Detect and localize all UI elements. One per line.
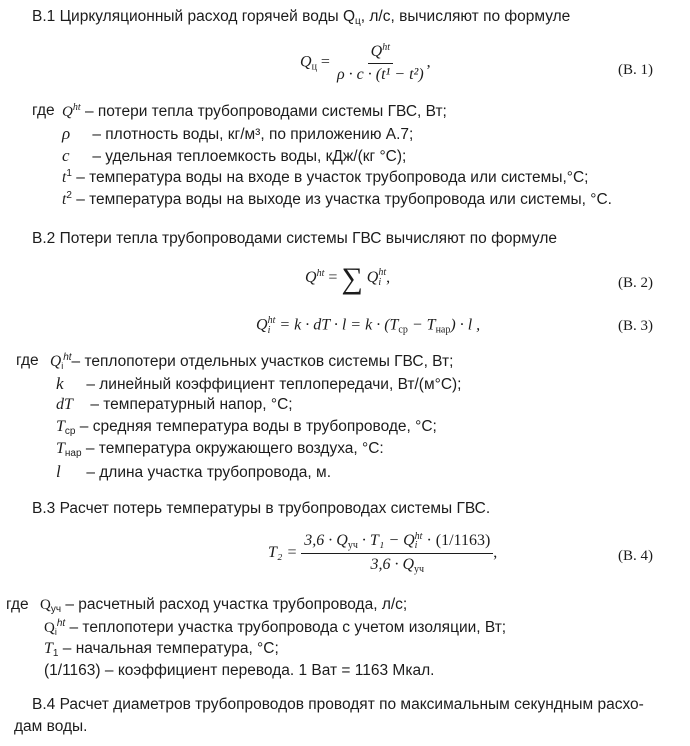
heading-text-end: , л/с, вычисляют по формуле bbox=[360, 8, 571, 25]
equation-number-b1: (В. 1) bbox=[618, 62, 653, 78]
formula-lhs-sup: ht bbox=[316, 268, 325, 279]
def-text: – теплопотери отдельных участков системы ГВС, Вт; bbox=[71, 353, 454, 370]
formula-b1 bbox=[300, 42, 431, 84]
def-symbol-sub: 1 bbox=[52, 648, 59, 659]
section-b3-heading: В.3 Расчет потерь температуры в трубопроводах системы ГВС. bbox=[32, 500, 491, 517]
where-label-b3: где bbox=[6, 596, 29, 613]
def-symbol: Q bbox=[40, 597, 51, 613]
formula-body-mid: − T bbox=[407, 316, 436, 334]
def-symbol: T bbox=[44, 640, 53, 657]
def-symbol-sup: ht bbox=[63, 352, 72, 363]
formula-denominator: 3,6 · Q bbox=[370, 556, 415, 573]
def-text: – длина участка трубопровода, м. bbox=[86, 464, 331, 481]
formula-b4 bbox=[268, 532, 497, 575]
sum-symbol: ∑ bbox=[341, 262, 363, 295]
def-symbol: l bbox=[56, 462, 61, 481]
def-text: – потери тепла трубопроводами системы ГВС, Вт; bbox=[84, 103, 447, 120]
formula-fraction bbox=[301, 532, 493, 575]
section-b4-line2: дам воды. bbox=[14, 718, 88, 735]
def-symbol-sub: i bbox=[61, 361, 64, 371]
def-symbol-sup: 2 bbox=[66, 190, 72, 201]
def-text: – температурный напор, °С; bbox=[90, 396, 293, 413]
formula-lhs-sub: ц bbox=[311, 61, 317, 73]
def-text: – расчетный расход участка трубопровода, л/с; bbox=[65, 596, 408, 613]
formula-lhs-sub: i bbox=[267, 325, 271, 336]
equation-number-b3: (В. 3) bbox=[618, 318, 653, 334]
def-symbol-sup: ht bbox=[56, 618, 66, 629]
def-symbol: Q bbox=[44, 620, 55, 636]
def-symbol: ρ bbox=[62, 124, 71, 143]
def-text: – удельная теплоемкость воды, кДж/(кг °С); bbox=[92, 148, 407, 165]
formula-tail: , bbox=[426, 53, 431, 71]
def-text: – коэффициент перевода. 1 Ват = 1163 Мкал. bbox=[104, 662, 435, 679]
def-symbol-sub: нар bbox=[64, 448, 82, 459]
formula-eq: = bbox=[328, 269, 338, 286]
def-row-b3-2 bbox=[44, 618, 506, 637]
heading-text: В.1 Циркуляционный расход горячей воды Q bbox=[32, 8, 356, 25]
equation-number-b4: (В. 4) bbox=[618, 548, 653, 564]
def-row-b1-1 bbox=[62, 102, 447, 121]
formula-body-end: ) · l , bbox=[450, 316, 481, 334]
formula-denominator-sub: уч bbox=[414, 564, 425, 575]
formula-term-sup: ht bbox=[378, 267, 387, 279]
def-row-b2-1 bbox=[50, 352, 453, 371]
formula-tail: , bbox=[493, 544, 498, 562]
formula-numerator-sup: ht bbox=[414, 531, 423, 543]
where-label-b2: где bbox=[16, 352, 39, 369]
def-text: – линейный коэффициент теплопередачи, Вт/(м°С); bbox=[86, 376, 462, 393]
def-symbol: t bbox=[62, 169, 67, 186]
section-b2-heading: В.2 Потери тепла трубопроводами системы ГВС вычисляют по формуле bbox=[32, 230, 557, 247]
def-symbol-sub: i bbox=[54, 627, 57, 637]
formula-lhs-sup: ht bbox=[267, 315, 276, 326]
formula-b2 bbox=[305, 262, 390, 296]
formula-body: = k · dT · l = k · (T bbox=[279, 316, 399, 334]
formula-numerator-end: · (1/1163) bbox=[422, 532, 491, 549]
formula-term-sub: i bbox=[378, 277, 382, 289]
formula-lhs: Q bbox=[300, 53, 312, 71]
def-symbol: Q bbox=[62, 104, 73, 120]
def-text: – плотность воды, кг/м³, по приложению А.7; bbox=[92, 126, 414, 143]
formula-numerator: 3,6 · Q bbox=[304, 532, 348, 549]
formula-lhs: Q bbox=[256, 316, 268, 334]
def-row-b2-3 bbox=[56, 396, 293, 414]
def-text: – температура воды на входе в участок трубопровода или системы,°С; bbox=[76, 169, 589, 186]
formula-numerator-sub-i: i bbox=[414, 540, 418, 552]
def-symbol: dT bbox=[56, 396, 73, 413]
def-symbol: c bbox=[62, 146, 70, 165]
formula-numerator: Q bbox=[370, 43, 383, 60]
def-text: – средняя температура воды в трубопроводе, °С; bbox=[79, 418, 437, 435]
def-row-b3-1 bbox=[40, 596, 407, 615]
formula-lhs: T₂ = bbox=[268, 544, 298, 562]
def-row-b2-2 bbox=[56, 374, 461, 394]
def-symbol-sub: уч bbox=[50, 604, 62, 615]
def-text: – температура окружающего воздуха, °С: bbox=[85, 440, 384, 457]
def-symbol: Q bbox=[50, 353, 62, 370]
formula-fraction bbox=[334, 42, 427, 84]
def-text: – температура воды на выходе из участка трубопровода или системы, °С. bbox=[76, 191, 612, 208]
def-symbol: k bbox=[56, 374, 64, 393]
def-row-b2-4 bbox=[56, 418, 437, 437]
def-symbol: T bbox=[56, 440, 65, 457]
formula-sub-nar: нар bbox=[435, 324, 451, 336]
def-row-b1-4 bbox=[62, 168, 588, 187]
def-row-b1-5 bbox=[62, 190, 612, 209]
formula-lhs: Q bbox=[305, 269, 317, 286]
def-symbol-sup: 1 bbox=[66, 168, 72, 179]
section-b1-heading bbox=[32, 8, 570, 27]
formula-eq: = bbox=[320, 53, 330, 71]
formula-b3 bbox=[256, 316, 480, 336]
section-b4-line1: В.4 Расчет диаметров трубопроводов проводят по максимальным секундным расхо- bbox=[32, 696, 644, 713]
def-row-b2-5 bbox=[56, 440, 384, 459]
def-row-b1-2 bbox=[62, 124, 413, 144]
def-symbol: T bbox=[56, 418, 65, 435]
def-row-b2-6 bbox=[56, 462, 331, 482]
formula-tail: , bbox=[386, 269, 391, 286]
equation-number-b2: (В. 2) bbox=[618, 275, 653, 291]
formula-numerator-sup: ht bbox=[382, 42, 390, 53]
def-row-b1-3 bbox=[62, 146, 406, 166]
def-symbol-sup: ht bbox=[72, 102, 81, 113]
def-symbol: (1/1163) bbox=[44, 662, 101, 679]
formula-denominator: ρ · c · (t¹ − t²) bbox=[336, 66, 424, 83]
heading-subscript: ц bbox=[355, 16, 361, 27]
formula-numerator-mid: · T₁ − Q bbox=[357, 532, 415, 549]
where-label-b1: где bbox=[32, 102, 55, 119]
formula-sub-cp: ср bbox=[398, 324, 408, 336]
def-row-b3-4 bbox=[44, 662, 434, 680]
def-symbol: t bbox=[62, 191, 67, 208]
formula-numerator-sub: уч bbox=[347, 540, 358, 551]
def-row-b3-3 bbox=[44, 640, 279, 659]
formula-term: Q bbox=[366, 269, 379, 286]
def-text: – теплопотери участка трубопровода с учетом изоляции, Вт; bbox=[69, 619, 507, 636]
def-text: – начальная температура, °С; bbox=[62, 640, 279, 657]
def-symbol-sub: ср bbox=[64, 426, 76, 437]
